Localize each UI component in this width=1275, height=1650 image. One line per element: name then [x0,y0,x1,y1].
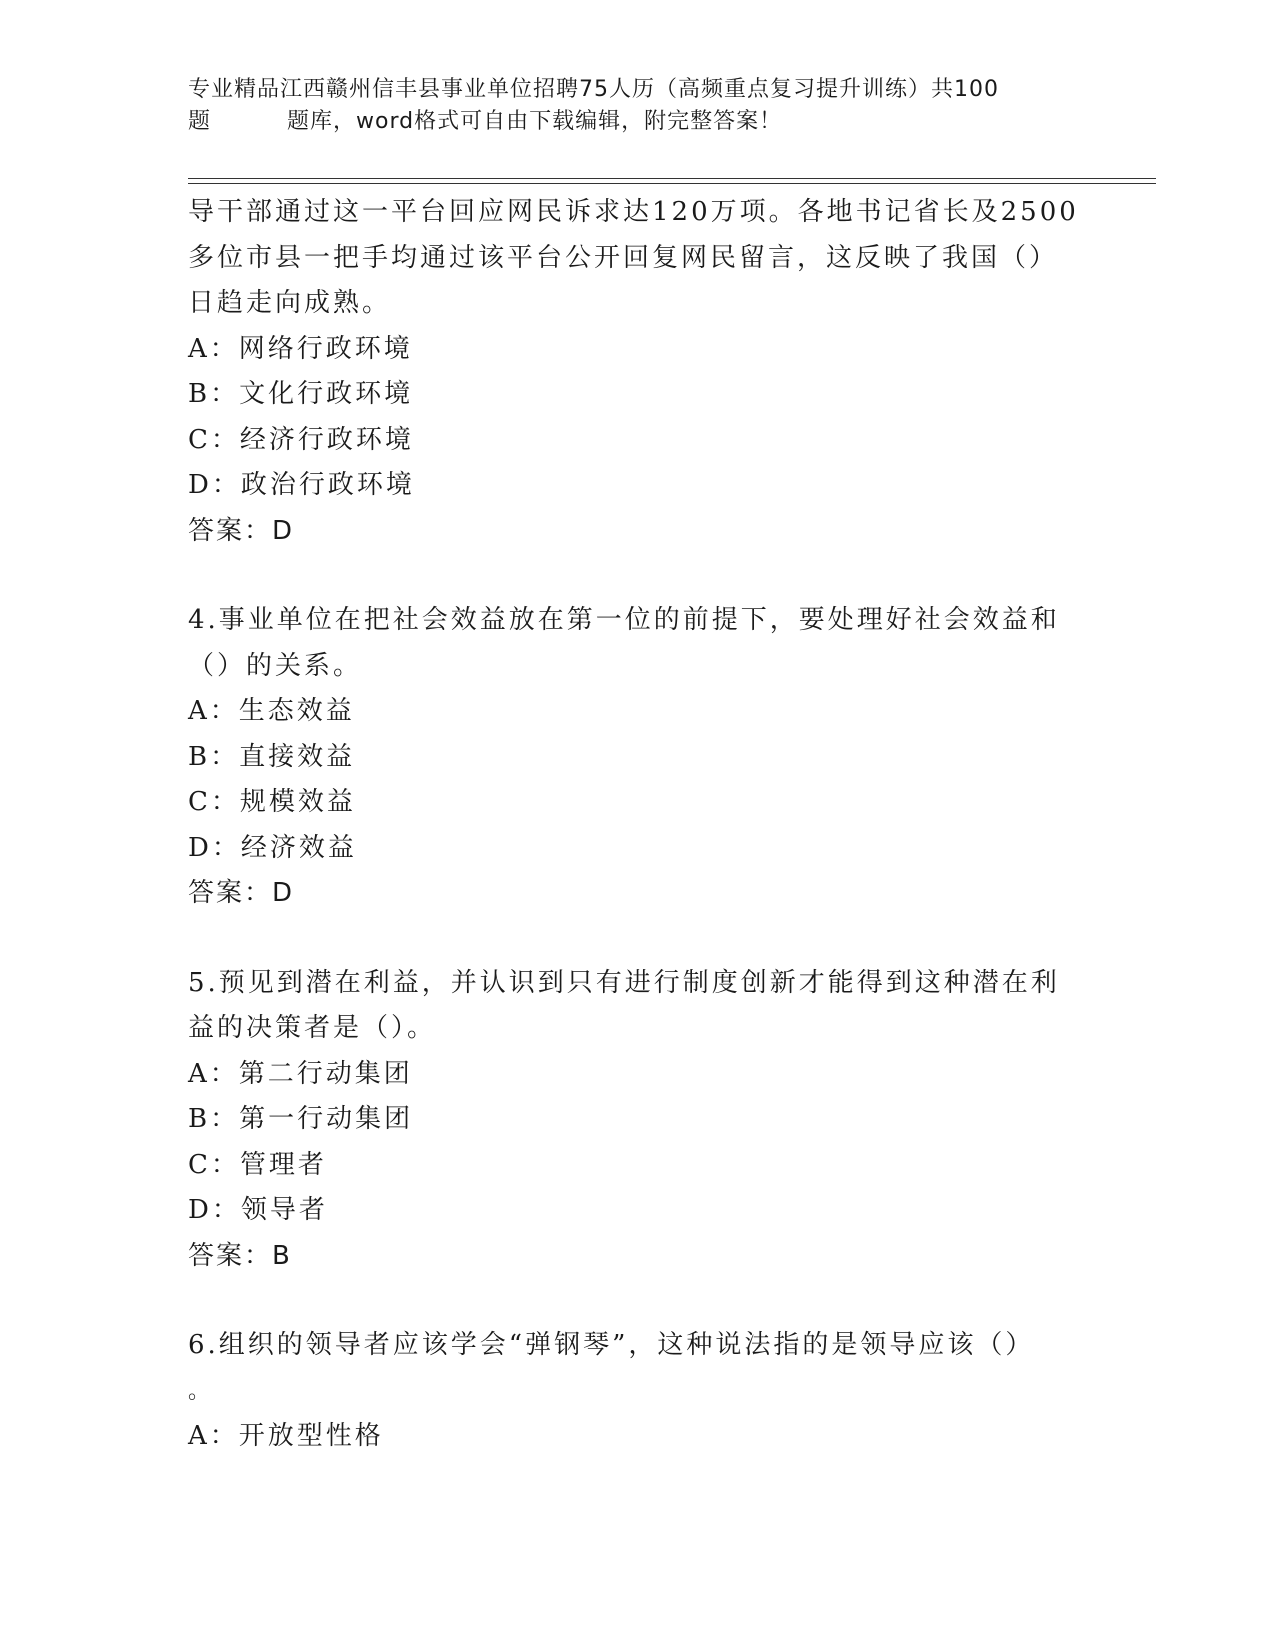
option-c: C：管理者 [188,1149,327,1180]
question-block [188,961,1088,1280]
question-stem-line: 。 [188,1378,214,1404]
option-d: D：政治行政环境 [188,470,415,500]
header-title-line-2-head: 题 [188,109,212,134]
block-spacer [188,917,1088,961]
answer-line: 答案：D [188,515,295,546]
question-list [188,190,1088,1460]
option-b: B：直接效益 [188,741,356,772]
option-d: D：经济效益 [188,832,357,863]
option-c: C：经济行政环境 [188,424,414,455]
question-block [188,598,1088,917]
header-title-line-2-tail: 题库，word格式可自由下载编辑，附完整答案！ [287,109,783,134]
header-title-line-1: 专业精品江西赣州信丰县事业单位招聘75人历（高频重点复习提升训练）共100 [188,77,999,102]
block-spacer [188,1279,1088,1323]
option-a: A：生态效益 [188,696,355,726]
option-b: B：第一行动集团 [188,1104,414,1134]
question-block [188,190,1088,554]
block-spacer [188,554,1088,598]
question-stem-line: 益的决策者是（）。 [188,1013,437,1043]
option-d: D：领导者 [188,1195,328,1225]
question-stem-line: 6.组织的领导者应该学会“弹钢琴”，这种说法指的是领导应该（） [188,1330,1035,1360]
question-stem-line: （）的关系。 [188,650,363,681]
header-divider-bottom [188,183,1156,184]
answer-line: 答案：D [188,878,295,908]
question-stem-line: 日趋走向成熟。 [188,288,392,318]
question-stem-line: 导干部通过这一平台回应网民诉求达120万项。各地书记省长及2500 [188,197,1079,227]
question-block [188,1323,1088,1460]
page-header [188,74,1088,138]
option-c: C：规模效益 [188,787,356,817]
option-b: B：文化行政环境 [188,379,414,409]
option-a: A：网络行政环境 [188,333,413,364]
option-a: A：开放型性格 [188,1421,384,1451]
header-divider-top [188,178,1156,179]
header-title-line-2 [188,106,1088,138]
option-a: A：第二行动集团 [188,1058,413,1089]
question-stem-line: 4.事业单位在把社会效益放在第一位的前提下，要处理好社会效益和 [188,605,1060,635]
question-stem-line: 多位市县一把手均通过该平台公开回复网民留言，这反映了我国（） [188,242,1059,273]
question-stem-line: 5.预见到潜在利益，并认识到只有进行制度创新才能得到这种潜在利 [188,967,1060,998]
answer-line: 答案：B [188,1240,292,1271]
